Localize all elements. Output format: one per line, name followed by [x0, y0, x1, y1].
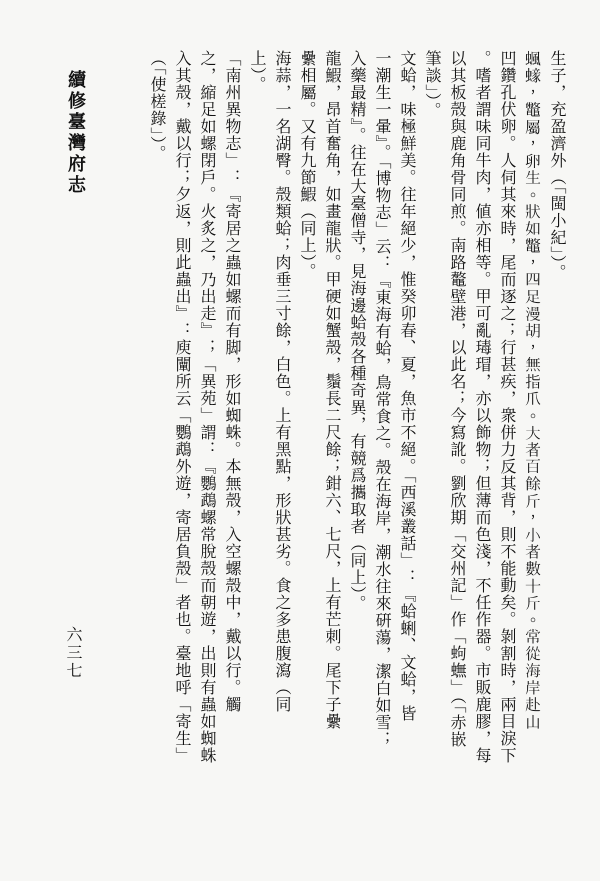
- text-column: 。嗜者謂味同牛肉，値亦相等。甲可亂瑇瑁，亦以飾物；但薄而色淺，不任作器。市販鹿膠，每: [473, 50, 492, 764]
- text-column: 入藥最精』。往在大臺僧寺，見海邊蛤殼各種奇異，有競爲攜取者（同上）。: [348, 50, 367, 612]
- text-column: 纍相屬。又有九節鰕（同上）。: [298, 50, 317, 280]
- text-column: 生子，充盈濟外（「閩小紀」）。: [548, 50, 567, 281]
- text-column: 𧍯𧏹，鼈屬，卵生。狀如鼈，四足漫胡，無指爪。大者百餘斤，小者數十斤。常從海岸赴山: [523, 50, 542, 730]
- text-column: 以其板殼與鹿角骨同煎。南路鼇壁港，以此名；今寫訛。劉欣期「交州記」作「蚼蟱」（「赤嵌: [448, 50, 467, 748]
- text-column: 筆談」）。: [423, 50, 442, 119]
- text-column: 凹鑽孔伏卵。人伺其來時，尾而逐之；行甚疾，衆併力反其背，則不能動矣。剝割時，兩目淚下: [498, 50, 517, 764]
- body-text: [145, 50, 570, 850]
- text-column: 「南州異物志」：『寄居之蟲如螺而有脚，形如蜘蛛。本無殼，入空螺殼中，戴以行。觸: [223, 50, 242, 713]
- text-column: 文蛤，味極鮮美。往年絕少，惟癸卯春、夏，魚市不絕。「西溪叢話」：『蛤蜊、文蛤，皆: [398, 50, 417, 722]
- book-title: 續修臺灣府志: [65, 70, 86, 196]
- text-column: （「使槎錄」）。: [148, 50, 167, 162]
- page-number: 六三七: [64, 626, 83, 680]
- text-column: 一潮生一暈』。「博物志」云：『東海有蛤，鳥常食之。殼在海岸，潮水往來硏蕩，潔白如雪；: [373, 50, 392, 748]
- text-column: 入其殼，戴以行；夕返，則此蟲出』：庾闡所云「鸚鵡外遊，寄居負殼」者也。臺地呼「寄生」: [173, 50, 192, 764]
- text-column: 之，縮足如螺閉戶。火炙之，乃出走』；「異苑」謂：『鸚鵡螺常脫殼而朝遊，出則有蟲如蜘蛛: [198, 50, 217, 764]
- text-column: 海蒜，一名湖臀。殼類蛤；肉垂三寸餘，白色。上有黑點，形狀甚劣。食之多患腹瀉（同: [273, 50, 292, 713]
- text-column: 龍鰕，昂首奮角，如畫龍狀。甲硬如蟹殼，鬚長二尺餘；鉗六、七尺，上有芒刺。尾下子纍: [323, 50, 342, 730]
- text-column: 上）。: [248, 50, 267, 93]
